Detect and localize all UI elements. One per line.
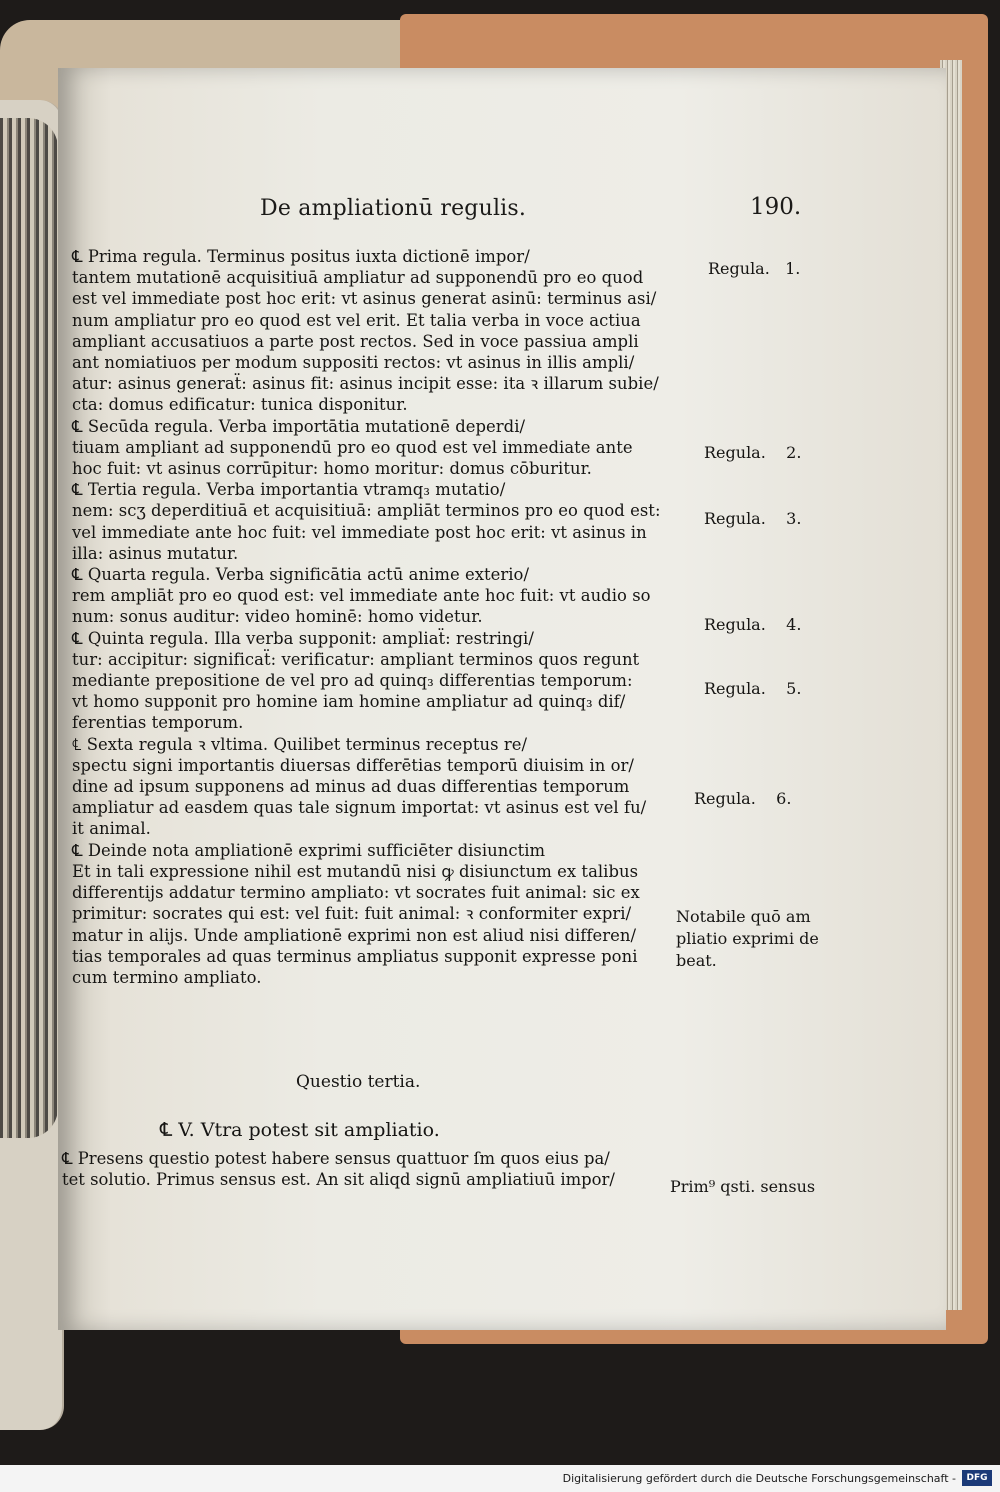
margin-note-regula-3 (704, 508, 801, 530)
margin-label: Regula. (704, 443, 766, 462)
paragraph-prima: ℄ Prima regula. Terminus positus iuxta dictionē impor/ tantem mutationē acquisitiuā ampliatur ad supponendū pro eo quod est vel immediate post hoc erit: vt asinus generat asinū: terminus asi/ num ampliatur pro eo quod est vel erit. Et talia verba in voce actiua ampliant accusatiuos a parte post rectos. Sed in voce passiua ampli ant nomiatiuos per modum suppositi rectos: vt asinus in illis ampli/ atur: asinus generaẗ: asinus fit: asinus incipit esse: ita ꝛ illarum subie/ cta: domus edificatur: tunica disponitur. (72, 247, 659, 415)
margin-number: 6. (776, 789, 792, 808)
margin-number: 4. (786, 615, 802, 634)
dfg-logo-icon[interactable]: DFG (962, 1470, 992, 1486)
margin-label: Regula. (704, 509, 766, 528)
page-header (208, 194, 802, 236)
margin-note-notabile: Notabile quō am pliatio exprimi de beat. (676, 907, 819, 970)
question-heading: Questio tertia. (296, 1072, 421, 1092)
margin-label: Regula. (694, 789, 756, 808)
margin-note-regula-1 (708, 258, 800, 280)
footer-bar (0, 1465, 1000, 1492)
margin-label: Regula. (704, 615, 766, 634)
margin-note-primus-sensus: Prim⁹ qsti. sensus (670, 1177, 816, 1196)
margin-note-regula-5 (704, 678, 801, 700)
paragraph-quinta: ℄ Quinta regula. Illa verba supponit: ampliaẗ: restringi/ tur: accipitur: significaẗ: verificatur: ampliant terminos quos regunt mediante prepositione de vel pro ad quinq₃ differentias temporum: vt homo supponit pro homine iam homine ampliatur ad quinq₃ dif/ ferentias temporum. (72, 628, 640, 733)
margin-number: 1. (785, 259, 801, 278)
running-head: De ampliationū regulis. (260, 196, 527, 221)
margin-note-regula-4 (704, 614, 801, 636)
paragraph-secunda: ℄ Secūda regula. Verba importātia mutationē deperdi/ tiuam ampliant ad supponendū pro eo quod est vel immediate ante hoc fuit: vt asinus corrūpitur: homo moritur: domus cōburitur. (72, 416, 633, 479)
margin-note-regula-2 (704, 442, 801, 464)
margin-number: 3. (786, 509, 802, 528)
book-page (58, 68, 946, 1330)
margin-number: 2. (786, 443, 802, 462)
question-line: ℄ V. Vtra potest sit ampliatio. (160, 1119, 440, 1141)
paragraph-deinde: ℄ Deinde nota ampliationē exprimi sufficiēter disiunctim Et in tali expressione nihil est mutandū nisi ꝙ disiunctum ex talibus differentijs addatur termino ampliato: vt socrates fuit animal: sic ex primitur: socrates qui est: vel fuit: fuit animal: ꝛ conformiter expri/ matur in alijs. Unde ampliationē exprimi non est aliud nisi differen/ tias temporales ad quas terminus ampliatus supponit expresse poni cum termino ampliato. (72, 840, 640, 987)
margin-note-regula-6 (694, 788, 791, 810)
paragraph-quarta: ℄ Quarta regula. Verba significātia actū anime exterio/ rem ampliāt pro eo quod est: vel immediate ante hoc fuit: vt audio so num: sonus auditur: video hominē: homo videtur. (72, 565, 651, 627)
margin-label: Regula. (708, 259, 770, 278)
footer-credit: Digitalisierung gefördert durch die Deutsche Forschungsgemeinschaft - (562, 1472, 956, 1485)
question-body: ℄ Presens questio potest habere sensus quattuor ſm quos eius pa/ tet solutio. Primus sensus est. An sit aliqd signū ampliatiuū impor/ (62, 1149, 615, 1190)
margin-label: Regula. (704, 679, 766, 698)
folio-number: 190. (750, 194, 802, 220)
paragraph-sexta: ℄ Sexta regula ꝛ vltima. Quilibet terminus receptus re/ spectu signi importantis diuersas differētias temporū diuisim in or/ dine ad ipsum supponens ad minus ad duas differentias temporum ampliatur ad easdem quas tale signum importat: vt asinus est vel fu/ it animal. (72, 734, 647, 839)
main-text (72, 246, 694, 988)
left-page-curl (0, 118, 58, 1138)
paragraph-tertia: ℄ Tertia regula. Verba importantia vtramq₃ mutatio/ nem: scʒ deperditiuā et acquisitiuā: ampliāt terminos pro eo quod est: vel immediate ante hoc fuit: vel immediate post hoc erit: vt asinus in illa: asinus mutatur. (72, 480, 661, 563)
margin-number: 5. (786, 679, 802, 698)
